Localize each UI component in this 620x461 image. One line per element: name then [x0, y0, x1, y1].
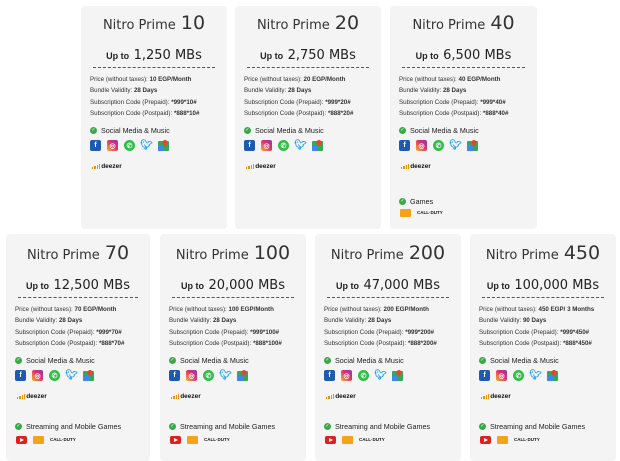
- postpaid-code-row: Subscription Code (Postpaid): *888*10#: [90, 109, 200, 117]
- games-icons: [400, 209, 537, 217]
- youtube-icon: [16, 436, 27, 444]
- instagram-icon: ◎: [261, 140, 272, 151]
- postpaid-code-row: Subscription Code (Postpaid): *888*200#: [324, 339, 437, 347]
- plan-details: [90, 74, 227, 119]
- social-icons: [15, 370, 150, 381]
- youtube-icon: [170, 436, 181, 444]
- prepaid-code-row: Subscription Code (Prepaid): *999*70#: [15, 328, 122, 336]
- price-row: Price (without taxes): 200 EGP/Month: [324, 306, 429, 313]
- maps-icon: [467, 140, 478, 151]
- validity-row: Bundle Validity: 90 Days: [479, 317, 547, 325]
- instagram-icon: ◎: [107, 140, 118, 151]
- whatsapp-icon: ✆: [358, 370, 369, 381]
- streaming-icons: [480, 436, 616, 444]
- whatsapp-icon: ✆: [203, 370, 214, 381]
- dashed-divider: [402, 67, 525, 68]
- validity-row: Bundle Validity: 28 Days: [90, 87, 158, 95]
- social-section-title: ✓ Social Media & Music: [91, 126, 170, 136]
- youtube-icon: [480, 436, 491, 444]
- deezer-icon: deezer: [17, 393, 150, 400]
- plan-title: Nitro Prime 70: [26, 242, 130, 264]
- instagram-icon: ◎: [341, 370, 352, 381]
- streaming-section-title: ✓ Streaming and Mobile Games: [480, 422, 586, 432]
- check-icon: ✓: [400, 127, 405, 134]
- plan-details: [399, 74, 537, 119]
- check-icon: ✓: [16, 357, 21, 364]
- pubg-icon: [342, 436, 353, 444]
- validity-row: Bundle Validity: 28 Days: [15, 317, 83, 325]
- plan-data-amount: Up to 20,000 MBs: [181, 278, 285, 293]
- prepaid-code-row: Subscription Code (Prepaid): *999*40#: [399, 98, 506, 106]
- validity-row: Bundle Validity: 28 Days: [324, 317, 392, 325]
- whatsapp-icon: ✆: [278, 140, 289, 151]
- check-icon: ✓: [170, 357, 175, 364]
- plan-details: [169, 304, 306, 349]
- social-section-title: ✓ Social Media & Music: [400, 126, 479, 136]
- plan-card[interactable]: [160, 234, 306, 461]
- instagram-icon: ◎: [496, 370, 507, 381]
- youtube-icon: [325, 436, 336, 444]
- prepaid-code-row: Subscription Code (Prepaid): *999*450#: [479, 328, 590, 336]
- prepaid-code-row: Subscription Code (Prepaid): *999*100#: [169, 328, 280, 336]
- deezer-icon: deezer: [92, 163, 227, 170]
- call-of-duty-icon: CALL·DUTY: [417, 209, 443, 215]
- streaming-icons: [16, 436, 150, 444]
- whatsapp-icon: ✆: [49, 370, 60, 381]
- whatsapp-icon: ✆: [433, 140, 444, 151]
- streaming-section-title: ✓ Streaming and Mobile Games: [325, 422, 431, 432]
- maps-icon: [392, 370, 403, 381]
- deezer-icon: deezer: [326, 393, 461, 400]
- instagram-icon: ◎: [32, 370, 43, 381]
- plan-details: [15, 304, 150, 349]
- postpaid-code-row: Subscription Code (Postpaid): *888*70#: [15, 339, 125, 347]
- check-icon: ✓: [91, 127, 96, 134]
- postpaid-code-row: Subscription Code (Postpaid): *888*40#: [399, 109, 509, 117]
- plan-title: Nitro Prime 40: [412, 12, 515, 34]
- plan-data-amount: Up to 100,000 MBs: [486, 278, 600, 293]
- deezer-icon: deezer: [171, 393, 306, 400]
- plan-title: Nitro Prime 450: [485, 242, 601, 264]
- pubg-icon: [187, 436, 198, 444]
- plan-card[interactable]: [470, 234, 616, 461]
- deezer-icon: deezer: [481, 393, 616, 400]
- maps-icon: [312, 140, 323, 151]
- instagram-icon: ◎: [416, 140, 427, 151]
- social-section-title: ✓ Social Media & Music: [16, 356, 95, 366]
- check-icon: ✓: [480, 423, 485, 430]
- check-icon: ✓: [16, 423, 21, 430]
- validity-row: Bundle Validity: 28 Days: [169, 317, 237, 325]
- pubg-icon: [33, 436, 44, 444]
- social-section-title: ✓ Social Media & Music: [480, 356, 559, 366]
- social-icons: [169, 370, 306, 381]
- check-icon: ✓: [325, 423, 330, 430]
- facebook-icon: f: [479, 370, 490, 381]
- dashed-divider: [482, 297, 604, 298]
- call-of-duty-icon: CALL·DUTY: [204, 436, 230, 442]
- twitter-icon: 🐦︎: [219, 370, 232, 382]
- validity-row: Bundle Validity: 28 Days: [399, 87, 467, 95]
- prepaid-code-row: Subscription Code (Prepaid): *999*200#: [324, 328, 435, 336]
- price-row: Price (without taxes): 450 EGP/ 3 Months: [479, 306, 595, 313]
- social-section-title: ✓ Social Media & Music: [245, 126, 324, 136]
- games-section-title: ✓ Games: [400, 197, 434, 207]
- facebook-icon: f: [324, 370, 335, 381]
- whatsapp-icon: ✆: [124, 140, 135, 151]
- dashed-divider: [327, 297, 449, 298]
- check-icon: ✓: [480, 357, 485, 364]
- plan-data-amount: Up to 12,500 MBs: [26, 278, 130, 293]
- facebook-icon: f: [90, 140, 101, 151]
- maps-icon: [547, 370, 558, 381]
- streaming-icons: [170, 436, 306, 444]
- maps-icon: [158, 140, 169, 151]
- pubg-icon: [497, 436, 508, 444]
- price-row: Price (without taxes): 10 EGP/Month: [90, 76, 192, 83]
- check-icon: ✓: [325, 357, 330, 364]
- prepaid-code-row: Subscription Code (Prepaid): *999*10#: [90, 98, 197, 106]
- plan-data-amount: Up to 6,500 MBs: [415, 48, 512, 63]
- twitter-icon: 🐦︎: [140, 140, 153, 152]
- dashed-divider: [18, 297, 138, 298]
- call-of-duty-icon: CALL·DUTY: [514, 436, 540, 442]
- social-icons: [479, 370, 616, 381]
- pubg-icon: [400, 209, 411, 217]
- instagram-icon: ◎: [186, 370, 197, 381]
- deezer-icon: deezer: [246, 163, 381, 170]
- maps-icon: [237, 370, 248, 381]
- streaming-icons: [325, 436, 461, 444]
- deezer-icon: deezer: [401, 163, 537, 170]
- plan-title: Nitro Prime 100: [175, 242, 291, 264]
- postpaid-code-row: Subscription Code (Postpaid): *888*20#: [244, 109, 354, 117]
- validity-row: Bundle Validity: 28 Days: [244, 87, 312, 95]
- social-section-title: ✓ Social Media & Music: [325, 356, 404, 366]
- social-section-title: ✓ Social Media & Music: [170, 356, 249, 366]
- plan-title: Nitro Prime 10: [102, 12, 206, 34]
- prepaid-code-row: Subscription Code (Prepaid): *999*20#: [244, 98, 351, 106]
- streaming-section-title: ✓ Streaming and Mobile Games: [16, 422, 122, 432]
- plan-details: [324, 304, 461, 349]
- plan-title: Nitro Prime 20: [256, 12, 360, 34]
- twitter-icon: 🐦︎: [294, 140, 307, 152]
- call-of-duty-icon: CALL·DUTY: [50, 436, 76, 442]
- price-row: Price (without taxes): 100 EGP/Month: [169, 306, 274, 313]
- plan-card[interactable]: [81, 6, 227, 229]
- facebook-icon: f: [169, 370, 180, 381]
- twitter-icon: 🐦︎: [529, 370, 542, 382]
- streaming-section-title: ✓ Streaming and Mobile Games: [170, 422, 276, 432]
- facebook-icon: f: [399, 140, 410, 151]
- social-icons: [324, 370, 461, 381]
- plan-data-amount: Up to 1,250 MBs: [106, 48, 202, 63]
- whatsapp-icon: ✆: [513, 370, 524, 381]
- social-icons: [399, 140, 537, 151]
- check-icon: ✓: [245, 127, 250, 134]
- postpaid-code-row: Subscription Code (Postpaid): *888*100#: [169, 339, 282, 347]
- check-icon: ✓: [170, 423, 175, 430]
- plan-data-amount: Up to 2,750 MBs: [260, 48, 356, 63]
- check-icon: ✓: [400, 198, 405, 205]
- price-row: Price (without taxes): 40 EGP/Month: [399, 76, 501, 83]
- facebook-icon: f: [15, 370, 26, 381]
- dashed-divider: [247, 67, 369, 68]
- price-row: Price (without taxes): 20 EGP/Month: [244, 76, 346, 83]
- plan-details: [479, 304, 616, 349]
- plan-card[interactable]: [6, 234, 150, 461]
- facebook-icon: f: [244, 140, 255, 151]
- twitter-icon: 🐦︎: [374, 370, 387, 382]
- dashed-divider: [172, 297, 294, 298]
- plan-card[interactable]: [390, 6, 537, 229]
- plan-card[interactable]: [235, 6, 381, 229]
- plan-card[interactable]: [315, 234, 461, 461]
- plan-details: [244, 74, 381, 119]
- call-of-duty-icon: CALL·DUTY: [359, 436, 385, 442]
- social-icons: [90, 140, 227, 151]
- plan-title: Nitro Prime 200: [330, 242, 446, 264]
- postpaid-code-row: Subscription Code (Postpaid): *888*450#: [479, 339, 592, 347]
- twitter-icon: 🐦︎: [65, 370, 78, 382]
- maps-icon: [83, 370, 94, 381]
- price-row: Price (without taxes): 70 EGP/Month: [15, 306, 117, 313]
- twitter-icon: 🐦︎: [449, 140, 462, 152]
- social-icons: [244, 140, 381, 151]
- dashed-divider: [93, 67, 215, 68]
- plan-data-amount: Up to 47,000 MBs: [336, 278, 440, 293]
